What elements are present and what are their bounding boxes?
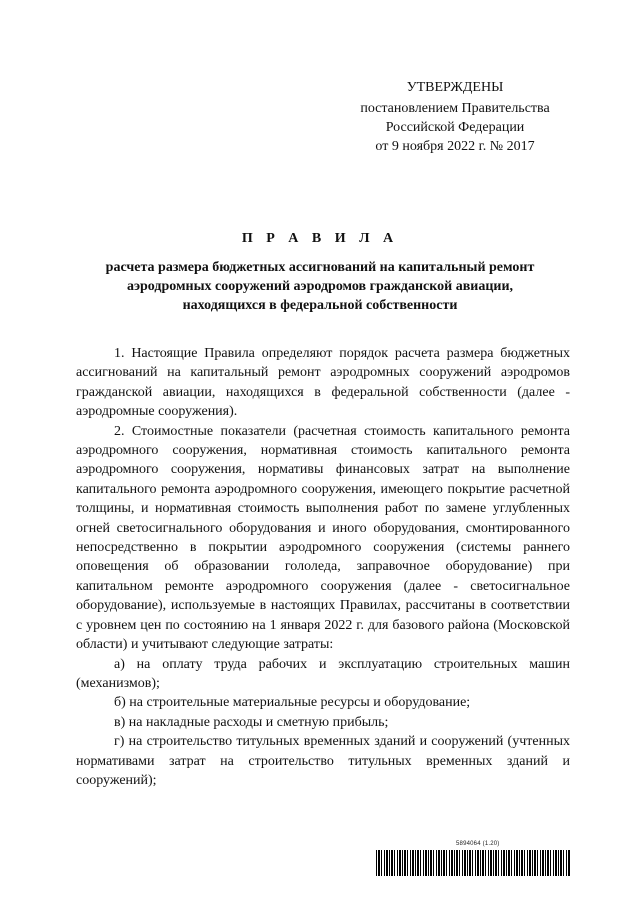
approval-line-decree: постановлением Правительства	[360, 101, 550, 116]
barcode-icon	[376, 850, 571, 876]
paragraph-2b: б) на строительные материальные ресурсы и оборудование;	[114, 695, 471, 711]
paragraph-1: 1. Настоящие Правила определяют порядок расчета размера бюджетных ассигнований на капитальный ремонт аэродромных сооружений аэродромов гражданской авиации, находящихся в федеральной собственности (далее - аэродромные сооружения).	[76, 346, 570, 420]
approval-line-date: от 9 ноября 2022 г. № 2017	[375, 139, 535, 154]
document-subtitle-line-3: находящихся в федеральной собственности	[182, 298, 458, 313]
document-subtitle-line-2: аэродромных сооружений аэродромов гражданской авиации,	[126, 279, 514, 294]
approval-line-government: Российской Федерации	[385, 120, 525, 135]
document-subtitle-line-1: расчета размера бюджетных ассигнований на капитальный ремонт	[105, 260, 535, 275]
barcode-id-text: 5894064 (1.20)	[456, 841, 500, 847]
paragraph-2a: а) на оплату труда рабочих и эксплуатацию строительных машин (механизмов);	[76, 656, 570, 691]
paragraph-2c: в) на накладные расходы и сметную прибыль;	[114, 714, 389, 730]
document-heading	[70, 229, 570, 315]
paragraph-2d: г) на строительство титульных временных зданий и сооружений (учтенных нормативами затрат на строительство титульных временных зданий и сооружений);	[76, 734, 570, 788]
document-title-word: П Р А В И Л А	[241, 231, 399, 246]
approval-title: УТВЕРЖДЕНЫ	[406, 80, 504, 95]
paragraph-2: 2. Стоимостные показатели (расчетная стоимость капитального ремонта аэродромного сооружения, нормативная стоимость капитального ремонта аэродромного сооружения, нормативы финансовых затрат на выполнение капитального ремонта аэродромного сооружения, имеющего покрытие расчетной толщины, и нормативная стоимость выполнения работ по замене углубленных огней светосигнального оборудования и иного оборудования, смонтированного непосредственно в покрытии аэродромного сооружения (системы раннего оповещения об образовании гололеда, заправочное оборудование) при капитальном ремонте аэродромного сооружения (далее - светосигнальное оборудование), используемые в настоящих Правилах, рассчитаны в соответствии с уровнем цен по состоянию на 1 января 2022 г. для базового района (Московской области) и учитывают следующие затраты:	[76, 423, 570, 653]
document-body	[76, 344, 570, 790]
approval-block	[340, 78, 570, 156]
